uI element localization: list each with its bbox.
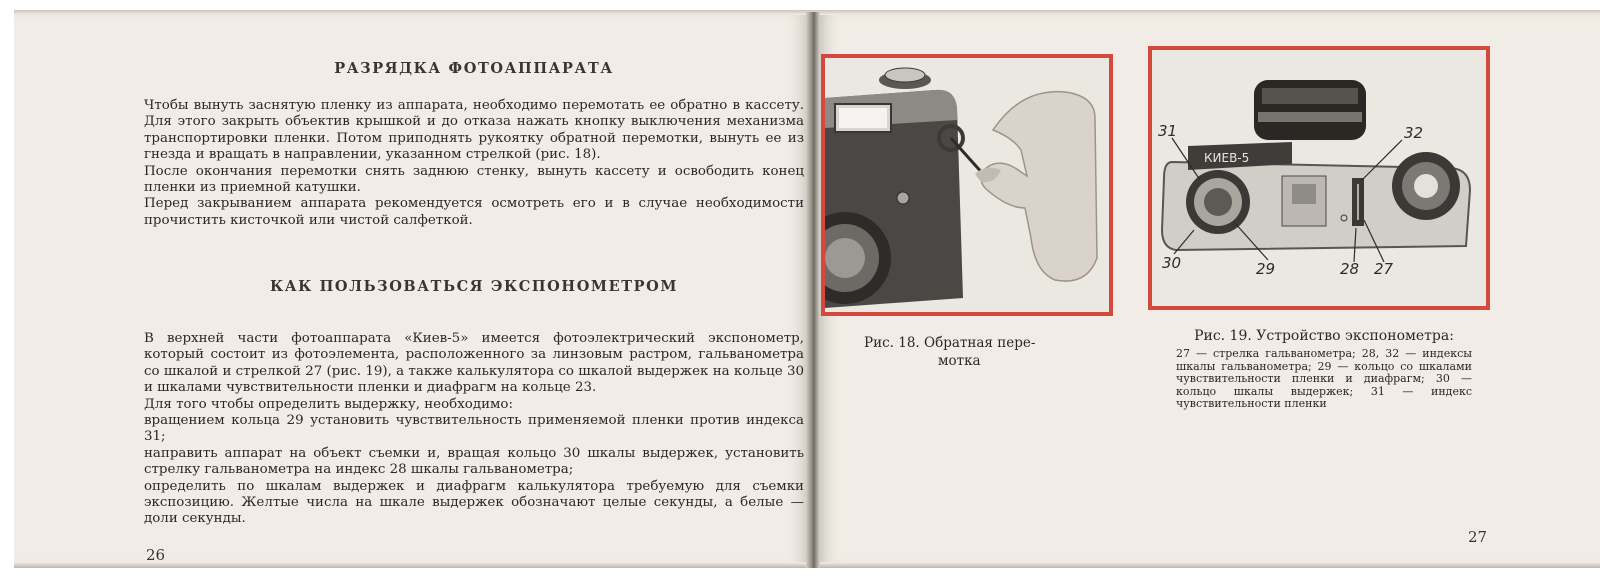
camera-name-label: КИЕВ-5 [1204, 151, 1250, 165]
camera-top-illustration [1152, 50, 1486, 306]
book-spine [806, 12, 820, 568]
figure-18-photo [821, 54, 1113, 316]
figure-18-caption [864, 334, 1064, 370]
callout-29: 29 [1256, 260, 1276, 278]
paragraph: В верхней части фотоаппарата «Киев-5» имеется фотоэлектрический экспонометр, который состоит из фотоэлемента, расположенного за линзовым растром, гальванометра со шкалой и стрелкой 27 (рис. 19), а также калькулятора со шкалой выдержек на кольце 30 и шкалами чувствительности пленки и диафрагм на кольце 23. [144, 331, 804, 396]
heading-exposure-meter: КАК ПОЛЬЗОВАТЬСЯ ЭКСПОНОМЕТРОМ [269, 278, 679, 295]
section-exposure-meter-text [144, 331, 804, 528]
figure-19-caption [1176, 328, 1472, 411]
callout-30: 30 [1162, 254, 1182, 272]
paragraph: После окончания перемотки снять заднюю стенку, вынуть кассету и освободить конец пленки из приемной катушки. [144, 163, 804, 196]
callout-32: 32 [1404, 124, 1424, 142]
caption-line: мотка [938, 353, 981, 369]
section-unloading-text [144, 98, 804, 229]
callout-31: 31 [1158, 122, 1178, 140]
caption-title: Рис. 19. Устройство экспонометра: [1194, 328, 1454, 344]
paragraph: вращением кольца 29 установить чувствительность применяемой пленки против индекса 31; [144, 413, 804, 445]
paragraph: Для того чтобы определить выдержку, необходимо: [144, 396, 514, 412]
figure-19-photo [1148, 46, 1490, 310]
page-number-left: 26 [146, 546, 166, 564]
page-number-right: 27 [1468, 528, 1488, 546]
paragraph: определить по шкалам выдержек и диафрагм калькулятора требуемую для съемки экспозицию. Желтые числа на шкале выдержек обозначают целые секунды, а белые — доли секунды. [144, 478, 804, 527]
rewind-illustration [825, 58, 1109, 312]
paragraph: направить аппарат на объект съемки и, вращая кольцо 30 шкалы выдержек, установить стрелку гальванометра на индекс 28 шкалы гальванометра; [144, 445, 804, 478]
callout-27: 27 [1374, 260, 1394, 278]
callout-28: 28 [1340, 260, 1360, 278]
heading-unloading: РАЗРЯДКА ФОТОАППАРАТА [334, 60, 614, 77]
caption-prefix: Рис. 18. [864, 335, 920, 351]
caption-line [864, 334, 1064, 352]
paragraph: Перед закрыванием аппарата рекомендуется осмотреть его и в случае необходимости прочистить кисточкой или чистой салфеткой. [144, 196, 804, 228]
caption-text: Обратная пере- [924, 335, 1036, 351]
caption-legend: 27 — стрелка гальванометра; 28, 32 — индексы шкалы гальванометра; 29 — кольцо со шкалами чувствительности пленки и диафрагм; 30 — кольцо шкалы выдержек; 31 — индекс чувствительности пленки [1176, 347, 1472, 410]
paragraph: Чтобы вынуть заснятую пленку из аппарата, необходимо перемотать ее обратно в кассету. Для этого закрыть объектив крышкой и до отказа нажать кнопку выключения механизма транспортировки пленки. Потом приподнять рукоятку обратной перемотки, вынуть ее из гнезда и вращать в направлении, указанном стрелкой (рис. 18). [144, 98, 804, 163]
